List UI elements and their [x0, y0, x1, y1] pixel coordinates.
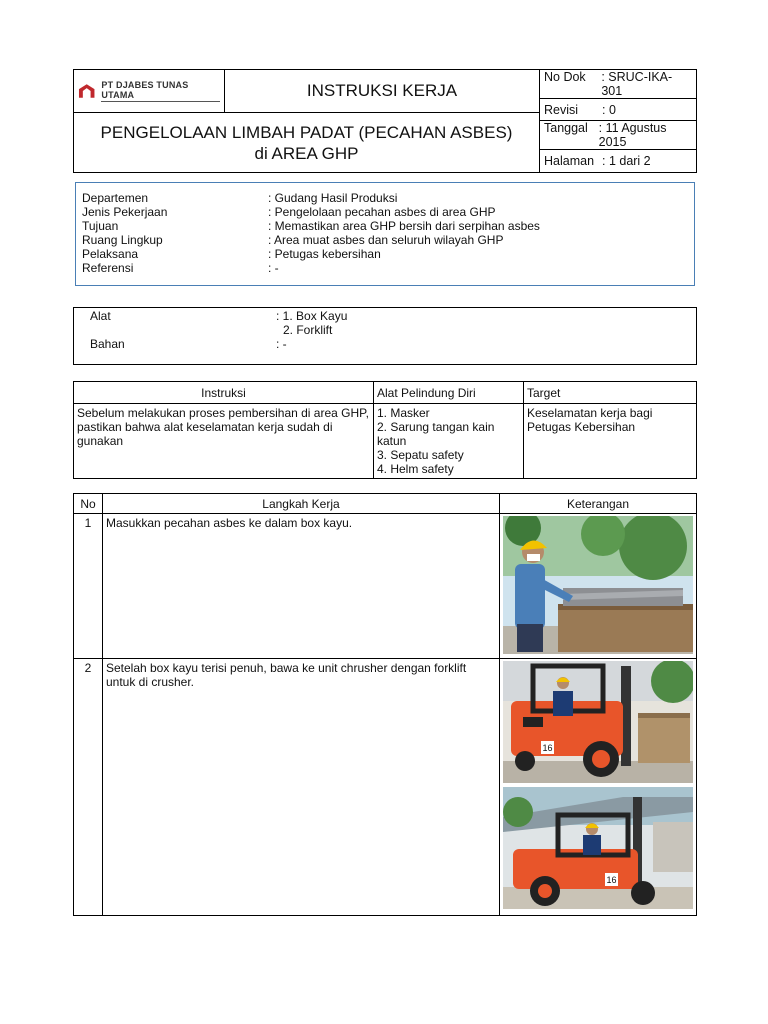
- header-langkah-kerja: Langkah Kerja: [102, 494, 499, 514]
- header-no: No: [74, 494, 103, 514]
- worker-asbestos-photo: [503, 516, 693, 654]
- alat-row: Alat : 1. Box Kayu: [90, 309, 348, 323]
- step-number: 1: [74, 514, 103, 659]
- apd-item: 3. Sepatu safety: [377, 448, 464, 462]
- apd-item: 2. Sarung tangan kain katun: [377, 420, 495, 448]
- forklift-badge: 16: [542, 743, 553, 753]
- forklift-photo-1: [503, 661, 693, 783]
- info-row-referensi: Referensi : -: [82, 261, 279, 275]
- document-type: INSTRUKSI KERJA: [225, 70, 540, 113]
- table-row: [74, 659, 697, 916]
- document-header: [73, 69, 697, 168]
- step-photo-cell: [500, 659, 697, 916]
- meta-no-dok: No Dok : SRUC-IKA-301: [544, 70, 673, 98]
- document-meta: [540, 70, 697, 173]
- work-steps-table: [73, 493, 697, 916]
- meta-halaman: Halaman : 1 dari 2: [544, 154, 651, 168]
- header-target: Target: [524, 382, 697, 404]
- info-row-pelaksana: Pelaksana : Petugas kebersihan: [82, 247, 381, 261]
- company-logo: [74, 70, 225, 113]
- info-row-tujuan: Tujuan : Memastikan area GHP bersih dari serpihan asbes: [82, 219, 540, 233]
- document-title: [74, 113, 540, 173]
- tools-materials-box: [73, 307, 697, 365]
- step-text: Setelah box kayu terisi penuh, bawa ke unit chrusher dengan forklift untuk di crusher.: [102, 659, 499, 916]
- info-row-jenis-pekerjaan: Jenis Pekerjaan : Pengelolaan pecahan asbes di area GHP: [82, 205, 496, 219]
- alat-row-2: 2. Forklift: [283, 323, 333, 337]
- header-instruksi: Instruksi: [74, 382, 374, 404]
- instruksi-text: Sebelum melakukan proses pembersihan di area GHP, pastikan bahwa alat keselamatan kerja sudah di gunakan: [74, 404, 374, 479]
- bahan-row: Bahan : -: [90, 337, 287, 351]
- header-keterangan: Keterangan: [500, 494, 697, 514]
- meta-revisi: Revisi : 0: [544, 102, 616, 117]
- apd-item: 4. Helm safety: [377, 462, 454, 476]
- step-number: 2: [74, 659, 103, 916]
- info-row-ruang-lingkup: Ruang Lingkup : Area muat asbes dan seluruh wilayah GHP: [82, 233, 504, 247]
- meta-tanggal: Tanggal : 11 Agustus 2015: [544, 121, 667, 149]
- instruction-table: [73, 381, 697, 479]
- job-info-box: [75, 182, 695, 286]
- company-logo-icon: [78, 83, 95, 99]
- target-text: Keselamatan kerja bagi Petugas Kebersihan: [524, 404, 697, 479]
- forklift-photo-2: [503, 787, 693, 909]
- apd-list: [374, 404, 524, 479]
- forklift-badge: 16: [606, 875, 617, 885]
- table-row: [74, 514, 697, 659]
- step-text: Masukkan pecahan asbes ke dalam box kayu.: [102, 514, 499, 659]
- title-line-1: PENGELOLAAN LIMBAH PADAT (PECAHAN ASBES): [100, 122, 513, 142]
- company-logo-text: PT DJABES TUNAS UTAMA: [101, 80, 220, 102]
- header-apd: Alat Pelindung Diri: [374, 382, 524, 404]
- title-line-2: di AREA GHP: [254, 143, 359, 163]
- apd-item: 1. Masker: [377, 406, 430, 420]
- info-row-departemen: Departemen : Gudang Hasil Produksi: [82, 191, 398, 205]
- step-photo-cell: [500, 514, 697, 659]
